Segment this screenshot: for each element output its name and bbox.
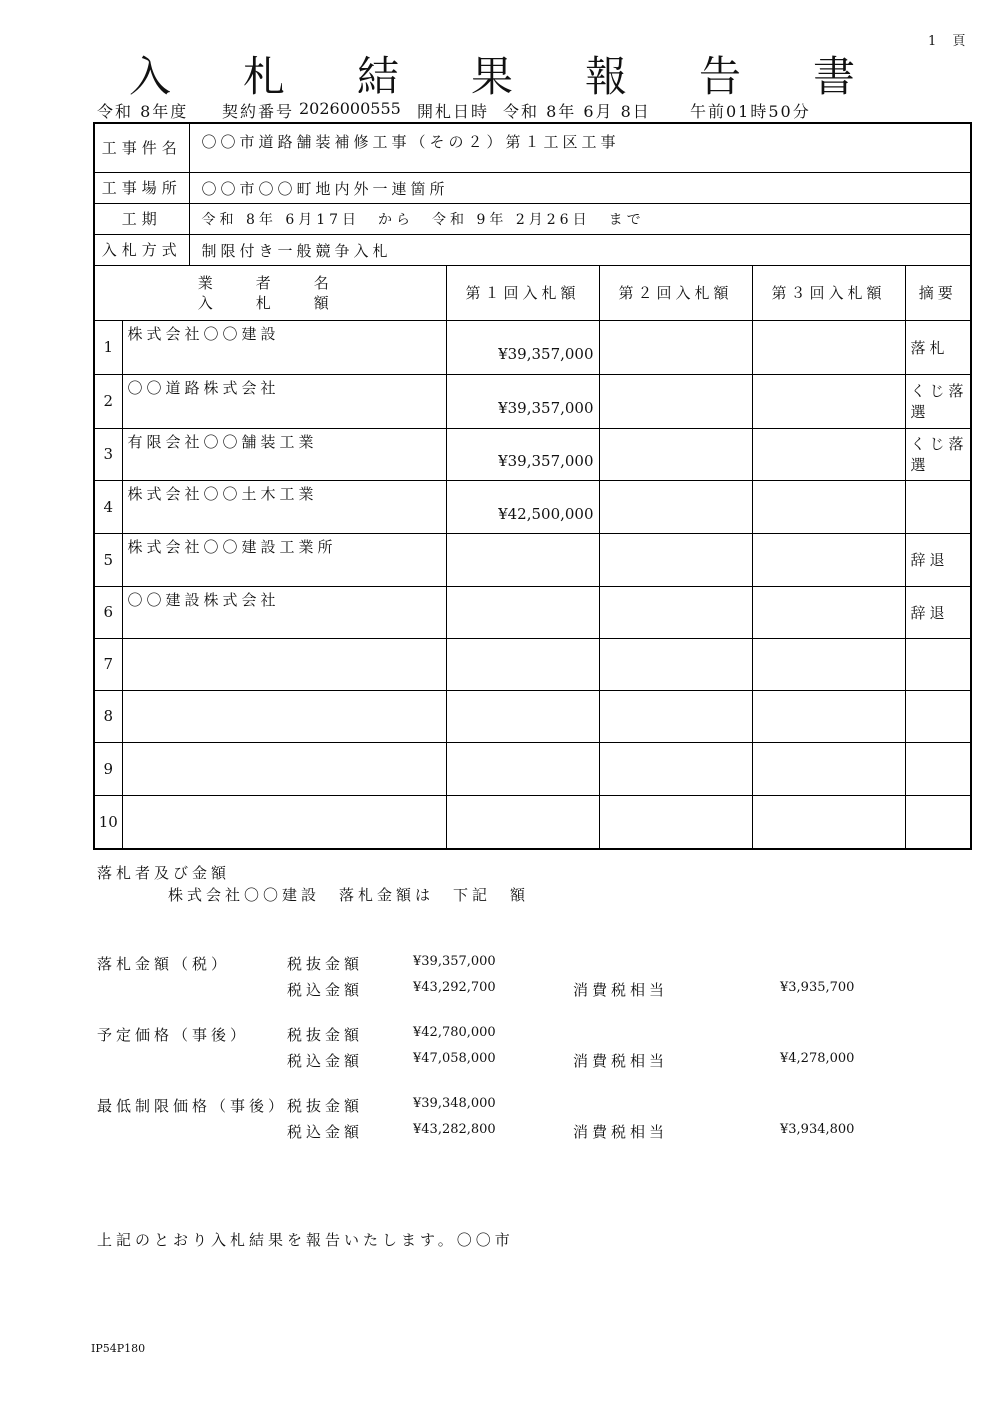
round3-bid (752, 690, 905, 742)
bidder-name (122, 690, 446, 742)
amount-label: 落札金額（税） (97, 955, 231, 973)
remarks: 辞退 (905, 533, 971, 586)
round1-bid (446, 742, 599, 795)
period-label: 工期 (94, 203, 189, 234)
row-number: 7 (94, 638, 122, 690)
document-title: 入 札 結 果 報 告 書 (128, 52, 870, 101)
excl-value: ¥39,357,000 (413, 954, 496, 969)
footer-note: 上記のとおり入札結果を報告いたします。〇〇市 (97, 1231, 514, 1249)
row-number: 3 (94, 428, 122, 480)
amount-label: 予定価格（事後） (97, 1026, 250, 1044)
location-value: 〇〇市〇〇町地内外一連箇所 (189, 172, 971, 203)
table-row (94, 374, 971, 428)
round2-bid (599, 742, 752, 795)
round2-bid (599, 533, 752, 586)
winner-value: 株式会社〇〇建設 落札金額は 下記 額 (168, 886, 530, 904)
row-number: 6 (94, 586, 122, 638)
item-header (94, 265, 446, 320)
table-row (94, 320, 971, 374)
excl-label: 税抜金額 (287, 955, 364, 973)
round3-bid (752, 742, 905, 795)
remarks: くじ落選 (905, 374, 971, 428)
round1-bid (446, 586, 599, 638)
table-row (94, 533, 971, 586)
location-label: 工事場所 (94, 172, 189, 203)
contract-no: 2026000555 (299, 99, 401, 118)
round2-bid (599, 690, 752, 742)
remarks (905, 742, 971, 795)
project-label: 工事件名 (94, 123, 189, 172)
round3-bid (752, 480, 905, 533)
remarks (905, 638, 971, 690)
incl-label: 税込金額 (287, 1052, 364, 1070)
tax-label: 消費税相当 (573, 1123, 669, 1141)
round1-bid: ¥39,357,000 (446, 320, 599, 374)
method-label: 入札方式 (94, 234, 189, 265)
round2-bid (599, 638, 752, 690)
round2-bid (599, 374, 752, 428)
round2-bid (599, 428, 752, 480)
row-number: 1 (94, 320, 122, 374)
table-row (94, 638, 971, 690)
table-row (94, 480, 971, 533)
incl-value: ¥47,058,000 (413, 1051, 496, 1066)
tax-label: 消費税相当 (573, 1052, 669, 1070)
winner-label: 落札者及び金額 (97, 864, 231, 882)
round1-bid: ¥42,500,000 (446, 480, 599, 533)
incl-value: ¥43,282,800 (413, 1122, 496, 1137)
remarks: 落札 (905, 320, 971, 374)
item-header-line1: 業 者 名 (197, 273, 343, 292)
table-row (94, 428, 971, 480)
remarks (905, 795, 971, 849)
item-header-line2: 入 札 額 (197, 293, 343, 312)
tax-label: 消費税相当 (573, 981, 669, 999)
remarks (905, 690, 971, 742)
row-number: 5 (94, 533, 122, 586)
bidder-name (122, 795, 446, 849)
opening-label: 開札日時 (417, 102, 490, 121)
round1-bid (446, 690, 599, 742)
round1-bid: ¥39,357,000 (446, 374, 599, 428)
project-value: 〇〇市道路舗装補修工事（その２）第１工区工事 (189, 123, 971, 172)
round3-bid (752, 795, 905, 849)
bidder-name: 株式会社〇〇建設 (122, 320, 446, 374)
table-row (94, 742, 971, 795)
opening-date: 令和 8年 6月 8日 (503, 102, 651, 121)
round1-bid (446, 533, 599, 586)
remarks (905, 480, 971, 533)
bidder-name (122, 638, 446, 690)
col-round1: 第１回入札額 (446, 265, 599, 320)
round2-bid (599, 320, 752, 374)
excl-label: 税抜金額 (287, 1097, 364, 1115)
excl-label: 税抜金額 (287, 1026, 364, 1044)
bid-result-table (93, 122, 972, 850)
excl-value: ¥39,348,000 (413, 1096, 496, 1111)
tax-value: ¥3,934,800 (780, 1122, 855, 1137)
bidder-name (122, 742, 446, 795)
round2-bid (599, 586, 752, 638)
round3-bid (752, 374, 905, 428)
form-code: IP54P180 (91, 1342, 146, 1355)
row-number: 8 (94, 690, 122, 742)
remarks: 辞退 (905, 586, 971, 638)
round2-bid (599, 480, 752, 533)
incl-label: 税込金額 (287, 1123, 364, 1141)
fiscal-year: 令和 8年度 (97, 102, 189, 121)
row-number: 4 (94, 480, 122, 533)
incl-label: 税込金額 (287, 981, 364, 999)
row-number: 9 (94, 742, 122, 795)
round3-bid (752, 586, 905, 638)
tax-value: ¥4,278,000 (780, 1051, 855, 1066)
round3-bid (752, 428, 905, 480)
col-round2: 第２回入札額 (599, 265, 752, 320)
tax-value: ¥3,935,700 (780, 980, 855, 995)
amount-label: 最低制限価格（事後） (97, 1097, 288, 1115)
round1-bid (446, 638, 599, 690)
page-number: 1 頁 (928, 34, 972, 49)
col-round3: 第３回入札額 (752, 265, 905, 320)
bidder-name: 有限会社〇〇舗装工業 (122, 428, 446, 480)
period-value: 令和 8年 6月17日 から 令和 9年 2月26日 まで (189, 203, 971, 234)
table-row (94, 795, 971, 849)
table-row (94, 690, 971, 742)
bidder-name: 〇〇道路株式会社 (122, 374, 446, 428)
bidder-name: 株式会社〇〇土木工業 (122, 480, 446, 533)
row-number: 10 (94, 795, 122, 849)
method-value: 制限付き一般競争入札 (189, 234, 971, 265)
round1-bid (446, 795, 599, 849)
round3-bid (752, 638, 905, 690)
col-remarks: 摘要 (905, 265, 971, 320)
bidder-name: 〇〇建設株式会社 (122, 586, 446, 638)
bidder-name: 株式会社〇〇建設工業所 (122, 533, 446, 586)
incl-value: ¥43,292,700 (413, 980, 496, 995)
row-number: 2 (94, 374, 122, 428)
round3-bid (752, 320, 905, 374)
remarks: くじ落選 (905, 428, 971, 480)
round2-bid (599, 795, 752, 849)
excl-value: ¥42,780,000 (413, 1025, 496, 1040)
contract-no-label: 契約番号 (222, 102, 295, 121)
round3-bid (752, 533, 905, 586)
table-row (94, 586, 971, 638)
round1-bid: ¥39,357,000 (446, 428, 599, 480)
opening-time: 午前01時50分 (690, 102, 811, 121)
